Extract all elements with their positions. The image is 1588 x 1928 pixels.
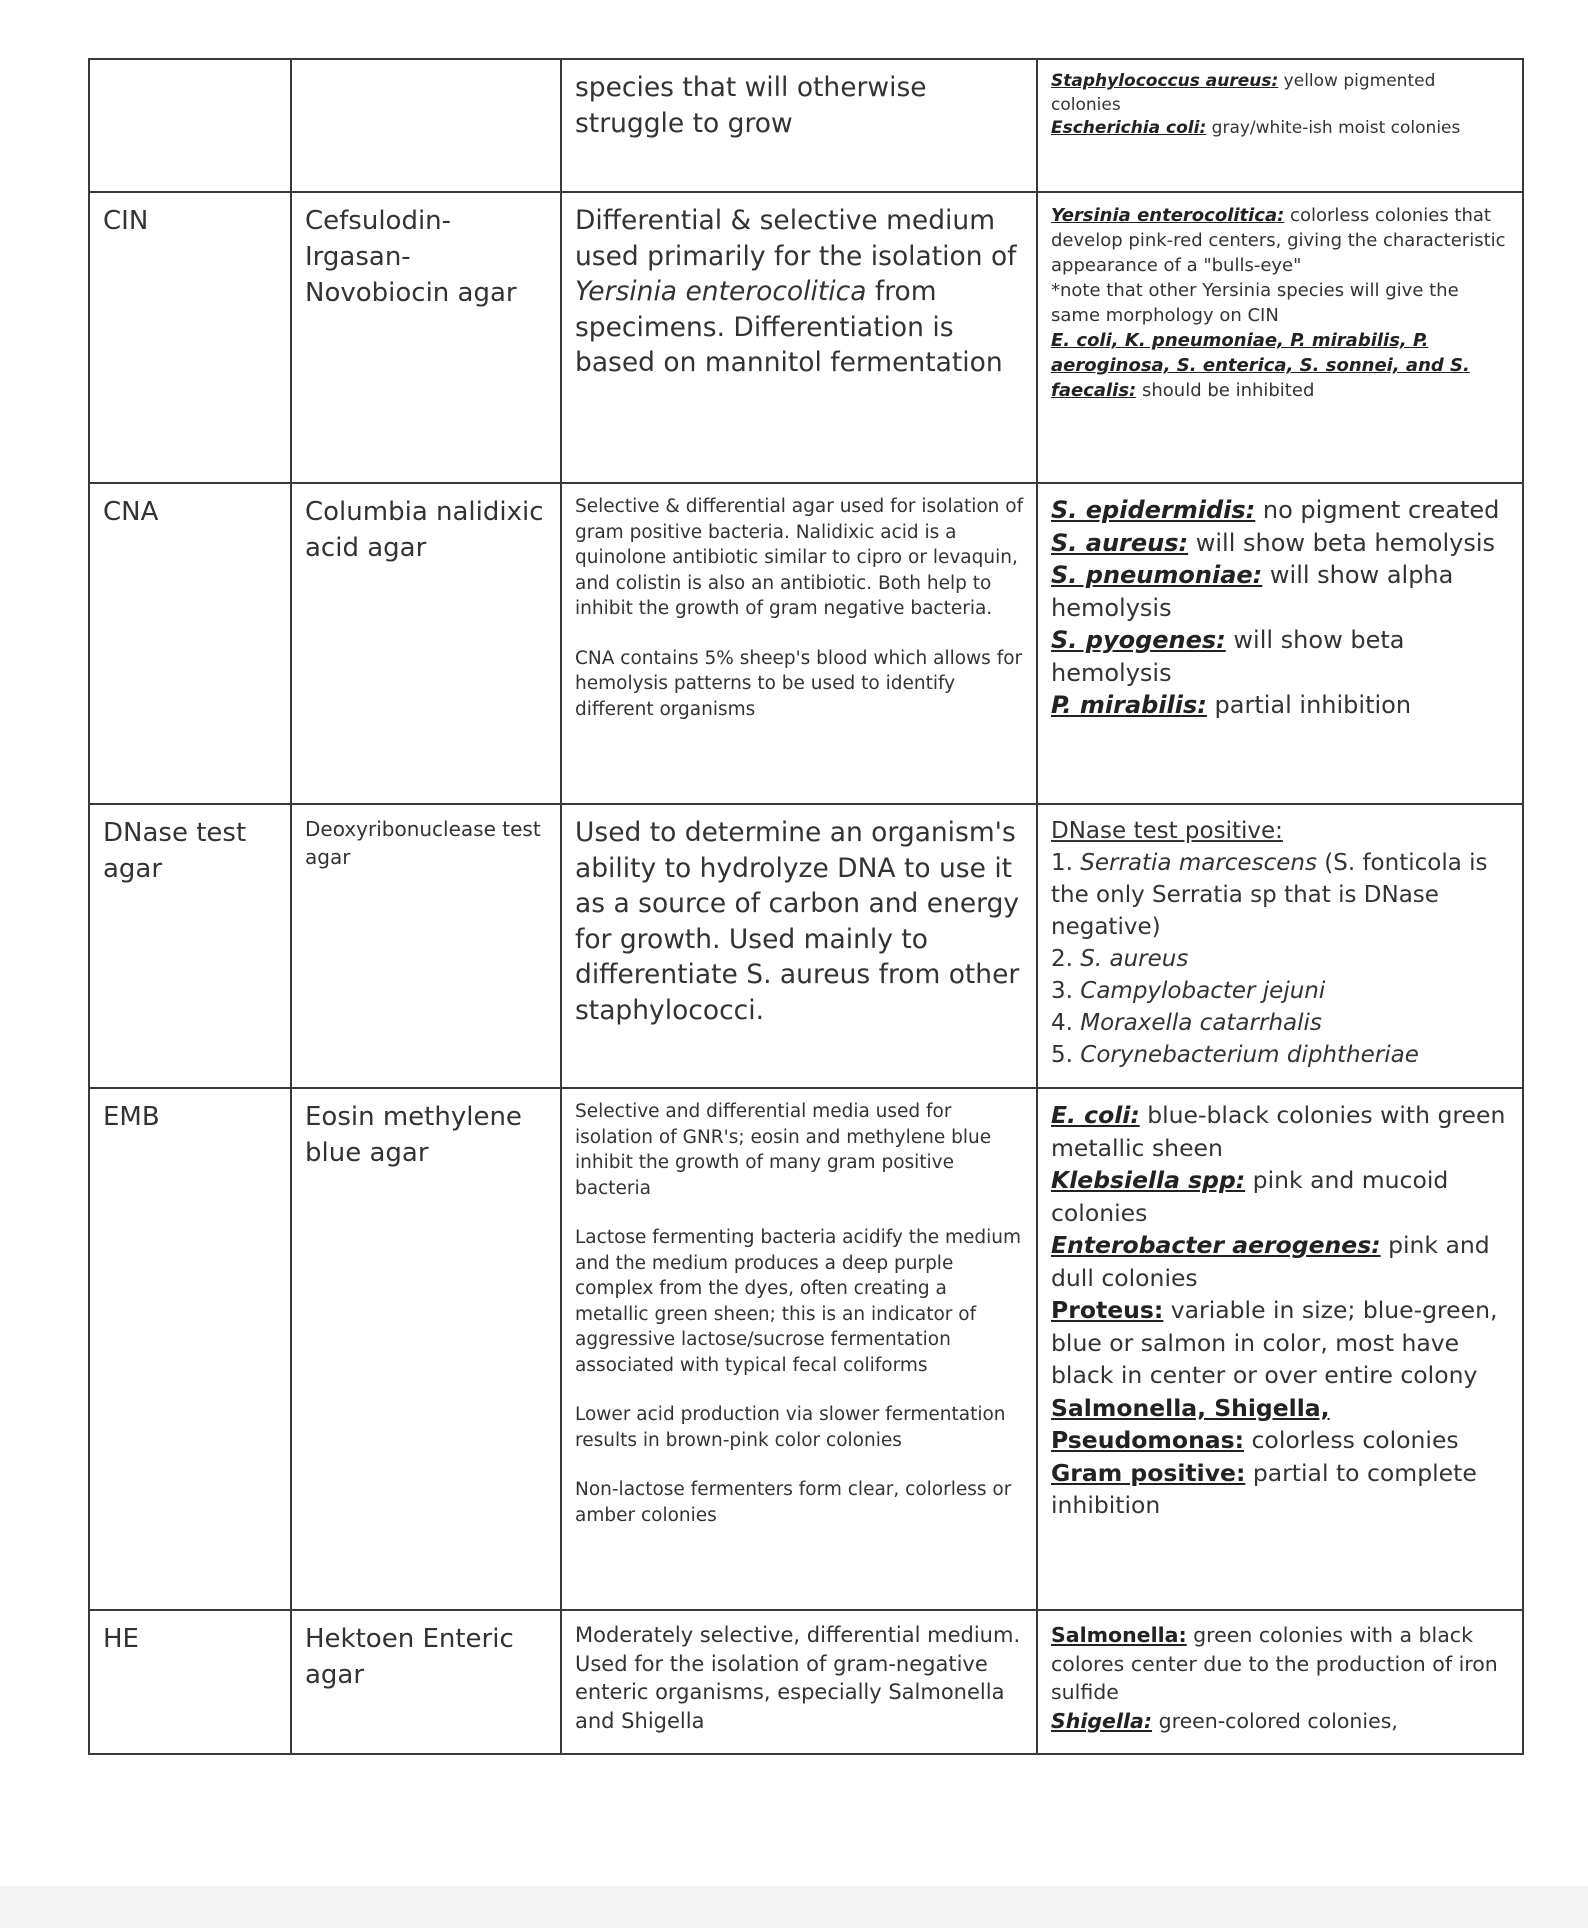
organism-name: Moraxella catarrhalis xyxy=(1080,1010,1322,1036)
media-name-cell: Columbia nalidixic acid agar xyxy=(291,483,561,804)
result-entry xyxy=(1051,689,1510,722)
result-text: yellow pigmented colonies xyxy=(1051,71,1436,115)
result-text: pink and dull colonies xyxy=(1051,1231,1490,1292)
description-text: Lower acid production via slower fermentation results in brown-pink color colonies xyxy=(575,1404,1006,1451)
description-text: Moderately selective, differential medium. Used for the isolation of gram-negative enteric organisms, especially Salmonella and Shigella xyxy=(575,1623,1021,1733)
table-row xyxy=(89,192,1523,483)
abbreviation-cell: HE xyxy=(89,1610,291,1754)
abbreviation-cell: DNase test agar xyxy=(89,804,291,1088)
media-table xyxy=(88,58,1524,1755)
result-text: green colonies with a black colores center due to the production of iron sulfide xyxy=(1051,1623,1498,1704)
list-number: 1. xyxy=(1051,850,1081,876)
media-name-cell: Eosin methylene blue agar xyxy=(291,1088,561,1610)
result-text: pink and mucoid colonies xyxy=(1051,1166,1449,1227)
result-entry xyxy=(1051,1294,1510,1392)
result-text: partial inhibition xyxy=(1206,691,1412,719)
organism-label: Staphylococcus aureus: xyxy=(1051,71,1279,91)
description-text: species that will otherwise struggle to grow xyxy=(575,72,927,139)
description-cell xyxy=(561,1610,1037,1754)
description-part: from specimens. Differentiation is based on mannitol fermentation xyxy=(575,276,1003,378)
result-entry xyxy=(1051,1392,1510,1457)
result-entry xyxy=(1051,70,1510,117)
media-name-cell: Cefsulodin-Irgasan-Novobiocin agar xyxy=(291,192,561,483)
organism-label: P. mirabilis: xyxy=(1051,691,1207,719)
result-entry xyxy=(1051,494,1510,527)
result-text: partial to complete inhibition xyxy=(1051,1458,1477,1519)
description-text: Lactose fermenting bacteria acidify the medium and the medium produces a deep purple complex from the dyes, often creating a metallic green sheen; this is an indicator of aggressive lactose/sucrose fermentation associated with typical fecal coliforms xyxy=(575,1227,1022,1376)
page-bottom-margin xyxy=(0,1886,1588,1928)
result-entry xyxy=(1051,559,1510,624)
list-number: 2. xyxy=(1051,946,1081,972)
media-name-cell xyxy=(291,59,561,192)
description-cell xyxy=(561,192,1037,483)
description-text: CNA contains 5% sheep's blood which allows for hemolysis patterns to be used to identify different organisms xyxy=(575,647,1023,720)
description-text: Selective & differential agar used for isolation of gram positive bacteria. Nalidixic acid is a quinolone antibiotic similar to cipro or levaquin, and colistin is also an antibiotic. Both help to inhibit the growth of gram negative bacteria. xyxy=(575,496,1024,619)
description-cell xyxy=(561,483,1037,804)
result-list-item xyxy=(1051,943,1510,975)
description-part: Differential & selective medium used primarily for the isolation of xyxy=(575,205,1017,272)
description-cell xyxy=(561,804,1037,1088)
description-text: Selective and differential media used for isolation of GNR's; eosin and methylene blue inhibit the growth of many gram positive bacteria xyxy=(575,1101,992,1199)
organism-label: Proteus: xyxy=(1051,1296,1164,1324)
description-text: Non-lactose fermenters form clear, colorless or amber colonies xyxy=(575,1479,1012,1526)
results-cell xyxy=(1037,1610,1523,1754)
result-entry xyxy=(1051,1164,1510,1229)
result-list-item xyxy=(1051,975,1510,1007)
table-row xyxy=(89,1088,1523,1610)
result-entry xyxy=(1051,1621,1510,1707)
description-cell xyxy=(561,59,1037,192)
results-cell xyxy=(1037,192,1523,483)
result-list-item xyxy=(1051,847,1510,943)
organism-label: E. coli, K. pneumoniae, P. mirabilis, P. aeroginosa, S. enterica, S. sonnei, and S. faecalis: xyxy=(1051,330,1470,401)
abbreviation-cell: CIN xyxy=(89,192,291,483)
description-text: Used to determine an organism's ability to hydrolyze DNA to use it as a source of carbon and energy for growth. Used mainly to differentiate S. aureus from other staphylococci. xyxy=(575,817,1020,1026)
result-text: colorless colonies that develop pink-red centers, giving the characteristic appearance of a "bulls-eye" xyxy=(1051,205,1506,276)
organism-label: Gram positive: xyxy=(1051,1458,1246,1487)
table-row xyxy=(89,804,1523,1088)
organism-name: S. aureus xyxy=(1080,946,1189,972)
result-list-item xyxy=(1051,1039,1510,1071)
table-row xyxy=(89,1610,1523,1754)
result-text: (S. fonticola is the only Serratia sp that is DNase negative) xyxy=(1051,850,1488,940)
media-name-cell: Deoxyribonuclease test agar xyxy=(291,804,561,1088)
organism-label: Enterobacter aerogenes: xyxy=(1051,1231,1381,1259)
result-note: *note that other Yersinia species will give the same morphology on CIN xyxy=(1051,280,1459,326)
result-text: will show beta hemolysis xyxy=(1188,528,1496,557)
organism-name: Campylobacter jejuni xyxy=(1080,978,1326,1004)
result-text: will show alpha hemolysis xyxy=(1051,561,1454,622)
abbreviation-cell xyxy=(89,59,291,192)
result-text: should be inhibited xyxy=(1136,380,1315,401)
list-number: 5. xyxy=(1051,1042,1081,1068)
results-cell xyxy=(1037,1088,1523,1610)
result-entry xyxy=(1051,624,1510,689)
results-cell xyxy=(1037,483,1523,804)
result-text: blue-black colonies with green metallic sheen xyxy=(1051,1101,1506,1162)
list-number: 4. xyxy=(1051,1010,1081,1036)
organism-label: Klebsiella spp: xyxy=(1051,1166,1246,1194)
organism-name: Corynebacterium diphtheriae xyxy=(1080,1042,1419,1068)
organism-label: Salmonella, Shigella, Pseudomonas: xyxy=(1051,1393,1330,1454)
results-heading: DNase test positive: xyxy=(1051,818,1283,844)
results-cell xyxy=(1037,804,1523,1088)
organism-label: S. pyogenes: xyxy=(1051,626,1226,654)
description-text xyxy=(575,203,1024,381)
result-text: colorless colonies xyxy=(1244,1426,1459,1454)
table-row xyxy=(89,483,1523,804)
result-entry xyxy=(1051,527,1510,560)
organism-label: S. aureus: xyxy=(1051,528,1189,557)
result-entry xyxy=(1051,328,1510,403)
organism-name: Yersinia enterocolitica xyxy=(575,276,867,307)
organism-label: S. pneumoniae: xyxy=(1051,561,1263,589)
organism-label: Salmonella: xyxy=(1051,1623,1187,1647)
result-list-item xyxy=(1051,1007,1510,1039)
table-row xyxy=(89,59,1523,192)
result-entry xyxy=(1051,203,1510,278)
result-entry xyxy=(1051,1457,1510,1522)
result-text: no pigment created xyxy=(1255,496,1500,524)
organism-name: Serratia marcescens xyxy=(1080,850,1317,876)
result-entry xyxy=(1051,1229,1510,1294)
organism-label: S. epidermidis: xyxy=(1051,496,1256,524)
abbreviation-cell: EMB xyxy=(89,1088,291,1610)
result-entry xyxy=(1051,1707,1510,1736)
list-number: 3. xyxy=(1051,978,1081,1004)
abbreviation-cell: CNA xyxy=(89,483,291,804)
organism-label: E. coli: xyxy=(1051,1101,1140,1129)
description-cell xyxy=(561,1088,1037,1610)
result-text: variable in size; blue-green, blue or salmon in color, most have black in center or over entire colony xyxy=(1051,1296,1498,1389)
organism-label: Escherichia coli: xyxy=(1051,118,1207,138)
result-text: will show beta hemolysis xyxy=(1051,626,1405,687)
result-entry xyxy=(1051,117,1510,141)
media-name-cell: Hektoen Enteric agar xyxy=(291,1610,561,1754)
result-entry xyxy=(1051,1099,1510,1164)
results-cell xyxy=(1037,59,1523,192)
organism-label: Yersinia enterocolitica: xyxy=(1051,205,1285,226)
result-text: gray/white-ish moist colonies xyxy=(1206,118,1461,138)
result-text: green-colored colonies, xyxy=(1152,1708,1398,1733)
organism-label: Shigella: xyxy=(1051,1708,1153,1733)
